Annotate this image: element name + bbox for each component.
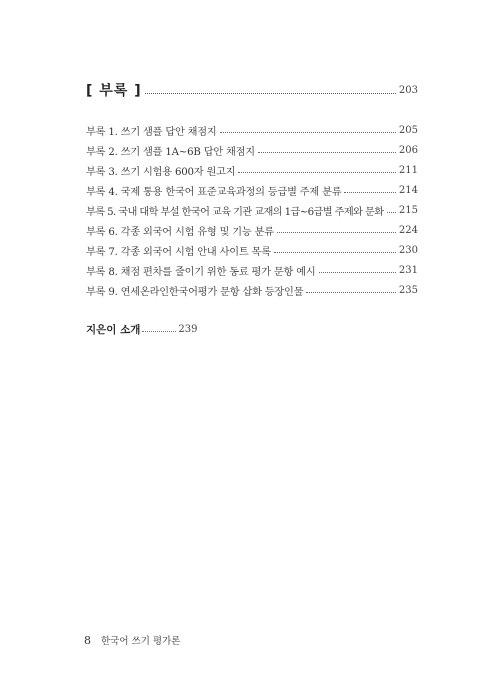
- toc-entry-page: 231: [398, 264, 418, 276]
- dot-leader: [387, 212, 396, 213]
- dot-leader: [306, 292, 396, 293]
- dot-leader: [220, 132, 396, 133]
- toc-entry-label: 부록 4. 국제 통용 한국어 표준교육과정의 등급별 주제 분류: [86, 186, 342, 198]
- toc-entry-label: 부록 8. 채점 편차를 줄이기 위한 동료 평가 문항 예시: [86, 266, 316, 278]
- toc-entry-page: 214: [398, 184, 418, 196]
- toc-entry[interactable]: [86, 120, 418, 140]
- footer-book-title: 한국어 쓰기 평가론: [101, 636, 181, 647]
- toc-entry[interactable]: [86, 200, 418, 220]
- dot-leader: [258, 152, 396, 153]
- toc-entry[interactable]: [86, 260, 418, 280]
- toc-entry-label: 부록 1. 쓰기 샘플 답안 채점지: [86, 126, 217, 138]
- dot-leader: [238, 172, 395, 173]
- author-intro-page: 239: [178, 323, 198, 335]
- toc-entry[interactable]: [86, 280, 418, 300]
- toc-entry-page: 230: [398, 244, 418, 256]
- footer-page-number: 8: [84, 633, 91, 647]
- dot-leader: [277, 232, 396, 233]
- toc-entry[interactable]: [86, 180, 418, 200]
- toc-entry-page: 224: [398, 224, 418, 236]
- author-intro-entry[interactable]: [86, 321, 197, 337]
- toc-entry-label: 부록 3. 쓰기 시험용 600자 원고지: [86, 166, 236, 178]
- toc-entry[interactable]: [86, 160, 418, 180]
- dot-leader: [142, 331, 176, 332]
- toc-entry-label: 부록 7. 각종 외국어 시험 안내 사이트 목록: [86, 246, 271, 258]
- dot-leader: [274, 252, 396, 253]
- toc-entry-label: 부록 9. 연세온라인한국어평가 문항 삽화 등장인물: [86, 286, 304, 298]
- toc-entry-page: 205: [398, 124, 418, 136]
- toc-entry-page: 206: [398, 144, 418, 156]
- toc-entry-label: 부록 2. 쓰기 샘플 1A~6B 답안 채점지: [86, 146, 255, 158]
- appendix-toc-list: [86, 120, 418, 300]
- appendix-section-header: [86, 81, 418, 99]
- toc-entry[interactable]: [86, 140, 418, 160]
- dot-leader: [145, 93, 396, 94]
- page-footer: [84, 633, 180, 647]
- toc-entry[interactable]: [86, 240, 418, 260]
- toc-entry-label: 부록 5. 국내 대학 부설 한국어 교육 기관 교재의 1급~6급별 주제와 문화: [86, 206, 384, 218]
- toc-entry-page: 215: [398, 204, 418, 216]
- author-intro-label: 지은이 소개: [86, 323, 141, 336]
- toc-entry-label: 부록 6. 각종 외국어 시험 유형 및 기능 분류: [86, 226, 274, 238]
- section-page-number: 203: [398, 84, 418, 96]
- toc-entry-page: 235: [398, 284, 418, 296]
- section-title: [ 부록 ]: [86, 83, 142, 99]
- dot-leader: [344, 192, 396, 193]
- toc-entry[interactable]: [86, 220, 418, 240]
- dot-leader: [319, 272, 396, 273]
- toc-entry-page: 211: [398, 164, 418, 176]
